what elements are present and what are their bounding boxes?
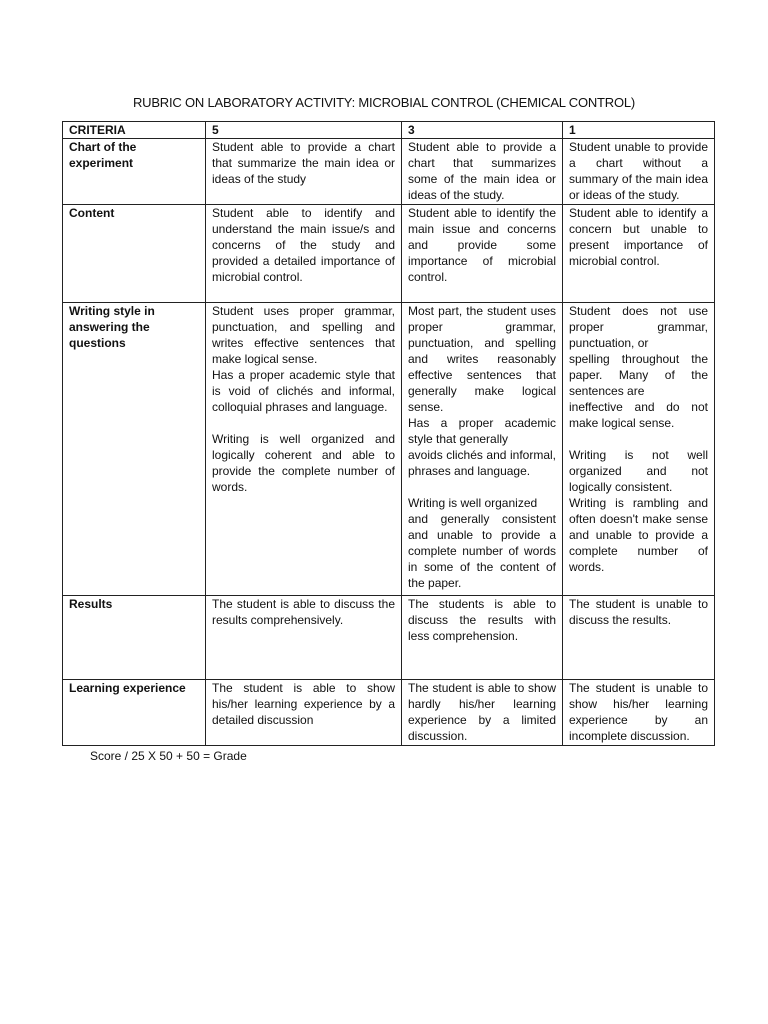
table-header-row bbox=[63, 122, 715, 139]
score-1-cell: Student able to identify a concern but unable to present importance of microbial control. bbox=[563, 205, 715, 303]
score-1-cell: Student does not use proper grammar, punctuation, or spelling throughout the paper. Many of the sentences are ineffective and do not make logical sense. Writing is not well organized and not logically consistent. Writing is rambling and often doesn't make sense and unable to provide a complete number of words. bbox=[563, 303, 715, 596]
document-title: RUBRIC ON LABORATORY ACTIVITY: MICROBIAL CONTROL (CHEMICAL CONTROL) bbox=[132, 95, 636, 110]
score-3-cell: The student is able to show hardly his/her learning experience by a limited discussion. bbox=[402, 680, 563, 746]
header-score-3: 3 bbox=[402, 122, 563, 139]
table-row bbox=[63, 139, 715, 205]
score-formula: Score / 25 X 50 + 50 = Grade bbox=[90, 749, 247, 763]
table-row bbox=[63, 596, 715, 680]
rubric-table bbox=[62, 121, 715, 746]
score-5-cell: Student able to provide a chart that summarize the main idea or ideas of the study bbox=[206, 139, 402, 205]
score-3-cell: Student able to provide a chart that summarizes some of the main idea or ideas of the study. bbox=[402, 139, 563, 205]
score-3-cell: Most part, the student uses proper grammar, punctuation, and spelling and writes reasonably effective sentences that generally make logical sense. Has a proper academic style that generally avoids clichés and informal, phrases and language. Writing is well organized and generally consistent and unable to provide a complete number of words in some of the content of the paper. bbox=[402, 303, 563, 596]
header-score-1: 1 bbox=[563, 122, 715, 139]
score-5-cell: Student able to identify and understand the main issue/s and concerns of the study and provided a detailed importance of microbial control. bbox=[206, 205, 402, 303]
criteria-cell: Content bbox=[63, 205, 206, 303]
score-5-cell: The student is able to show his/her learning experience by a detailed discussion bbox=[206, 680, 402, 746]
header-score-5: 5 bbox=[206, 122, 402, 139]
score-1-cell: The student is unable to show his/her learning experience by an incomplete discussion. bbox=[563, 680, 715, 746]
header-criteria: CRITERIA bbox=[63, 122, 206, 139]
table-row bbox=[63, 205, 715, 303]
score-1-cell: The student is unable to discuss the results. bbox=[563, 596, 715, 680]
criteria-cell: Writing style in answering the questions bbox=[63, 303, 206, 596]
table-row bbox=[63, 303, 715, 596]
score-1-cell: Student unable to provide a chart without a summary of the main idea or ideas of the study. bbox=[563, 139, 715, 205]
score-3-cell: The students is able to discuss the results with less comprehension. bbox=[402, 596, 563, 680]
score-5-cell: Student uses proper grammar, punctuation, and spelling and writes effective sentences that make logical sense. Has a proper academic style that is void of clichés and informal, colloquial phrases and language. Writing is well organized and logically coherent and able to provide the complete number of words. bbox=[206, 303, 402, 596]
score-5-cell: The student is able to discuss the results comprehensively. bbox=[206, 596, 402, 680]
score-3-cell: Student able to identify the main issue and concerns and provide some importance of microbial control. bbox=[402, 205, 563, 303]
criteria-cell: Chart of the experiment bbox=[63, 139, 206, 205]
criteria-cell: Results bbox=[63, 596, 206, 680]
criteria-cell: Learning experience bbox=[63, 680, 206, 746]
table-row bbox=[63, 680, 715, 746]
